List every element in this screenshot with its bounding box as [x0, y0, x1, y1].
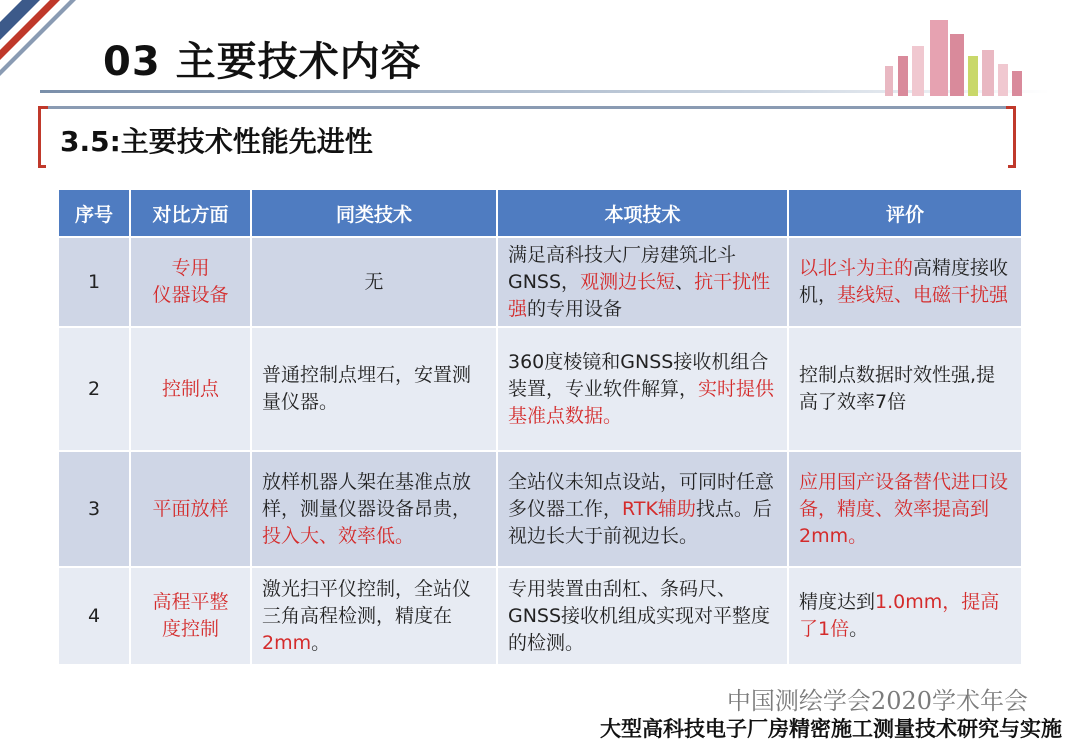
cell-ours [497, 237, 788, 327]
cell-text: 的专用设备 [527, 297, 623, 320]
cell-text: 全站仪未知点设站，可同时任意多仪器工作， [508, 470, 775, 520]
cell-text: 控制点数据时效性强,提高了效率7倍 [799, 364, 996, 413]
cell-text: 无 [364, 270, 384, 293]
highlight-text: 投入大、效率低。 [262, 524, 415, 547]
cell-ours [497, 327, 788, 451]
cell-text: 精度达到 [799, 591, 876, 613]
highlight-text: 抗干扰性强 [508, 270, 771, 320]
section-title: 3.5:主要技术性能先进性 [60, 125, 373, 158]
cell-aspect: 平面放样 [130, 451, 251, 567]
city-skyline-decoration [880, 16, 1030, 96]
cell-eval [788, 451, 1022, 567]
table-header-row [58, 189, 1022, 237]
corner-stripes-decoration [0, 0, 110, 110]
header-similar-tech: 同类技术 [251, 189, 497, 237]
highlight-text: 以北斗为主的 [799, 257, 914, 279]
cell-similar [251, 327, 497, 451]
cell-similar [251, 567, 497, 665]
page-title: 03 主要技术内容 [103, 39, 422, 85]
cell-index: 1 [58, 237, 130, 327]
cell-similar [251, 451, 497, 567]
cell-ours [497, 451, 788, 567]
comparison-table [57, 188, 1023, 666]
highlight-text: 实时提供基准点数据。 [508, 377, 775, 427]
cell-text: 放样机器人架在基准点放样，测量仪器设备昂贵， [262, 470, 472, 520]
cell-aspect: 高程平整 度控制 [130, 567, 251, 665]
section-frame [38, 106, 1016, 168]
cell-index: 4 [58, 567, 130, 665]
cell-aspect: 控制点 [130, 327, 251, 451]
cell-text: 高精度接收机， [799, 257, 1009, 306]
highlight-text: RTK辅助 [622, 497, 696, 520]
cell-text: 普通控制点埋石，安置测量仪器。 [262, 364, 472, 413]
cell-text: 。 [849, 618, 869, 640]
table-row [58, 567, 1022, 665]
cell-index: 2 [58, 327, 130, 451]
table-row [58, 451, 1022, 567]
table-row [58, 237, 1022, 327]
cell-eval [788, 237, 1022, 327]
highlight-text: 2mm [262, 631, 312, 654]
header-evaluation: 评价 [788, 189, 1022, 237]
cell-similar [251, 237, 497, 327]
table-row [58, 327, 1022, 451]
cell-text: 。 [311, 631, 331, 654]
header-our-tech: 本项技术 [497, 189, 788, 237]
header-index: 序号 [58, 189, 130, 237]
cell-text: 满足高科技大厂房建筑北斗GNSS， [508, 243, 737, 293]
project-title: 大型高科技电子厂房精密施工测量技术研究与实施 [600, 717, 1062, 741]
header-aspect: 对比方面 [130, 189, 251, 237]
cell-ours [497, 567, 788, 665]
conference-name: 中国测绘学会2020学术年会 [726, 687, 1028, 715]
cell-text: 、 [675, 270, 695, 293]
cell-text: 激光扫平仪控制，全站仪三角高程检测，精度在 [262, 577, 472, 627]
highlight-text: 1.0mm，提高了1倍 [799, 591, 1000, 640]
cell-eval [788, 567, 1022, 665]
cell-text: 专用装置由刮杠、条码尺、GNSS接收机组成实现对平整度的检测。 [508, 577, 771, 654]
cell-text: 找点。后视边长大于前视边长。 [508, 497, 772, 547]
cell-eval [788, 327, 1022, 451]
cell-text: 360度棱镜和GNSS接收机组合装置，专业软件解算， [508, 350, 769, 400]
cell-aspect: 专用 仪器设备 [130, 237, 251, 327]
highlight-text: 观测边长短 [580, 270, 676, 293]
cell-index: 3 [58, 451, 130, 567]
highlight-text: 应用国产设备替代进口设备，精度、效率提高到2mm。 [799, 470, 1009, 547]
highlight-text: 基线短、电磁干扰强 [837, 284, 1009, 306]
